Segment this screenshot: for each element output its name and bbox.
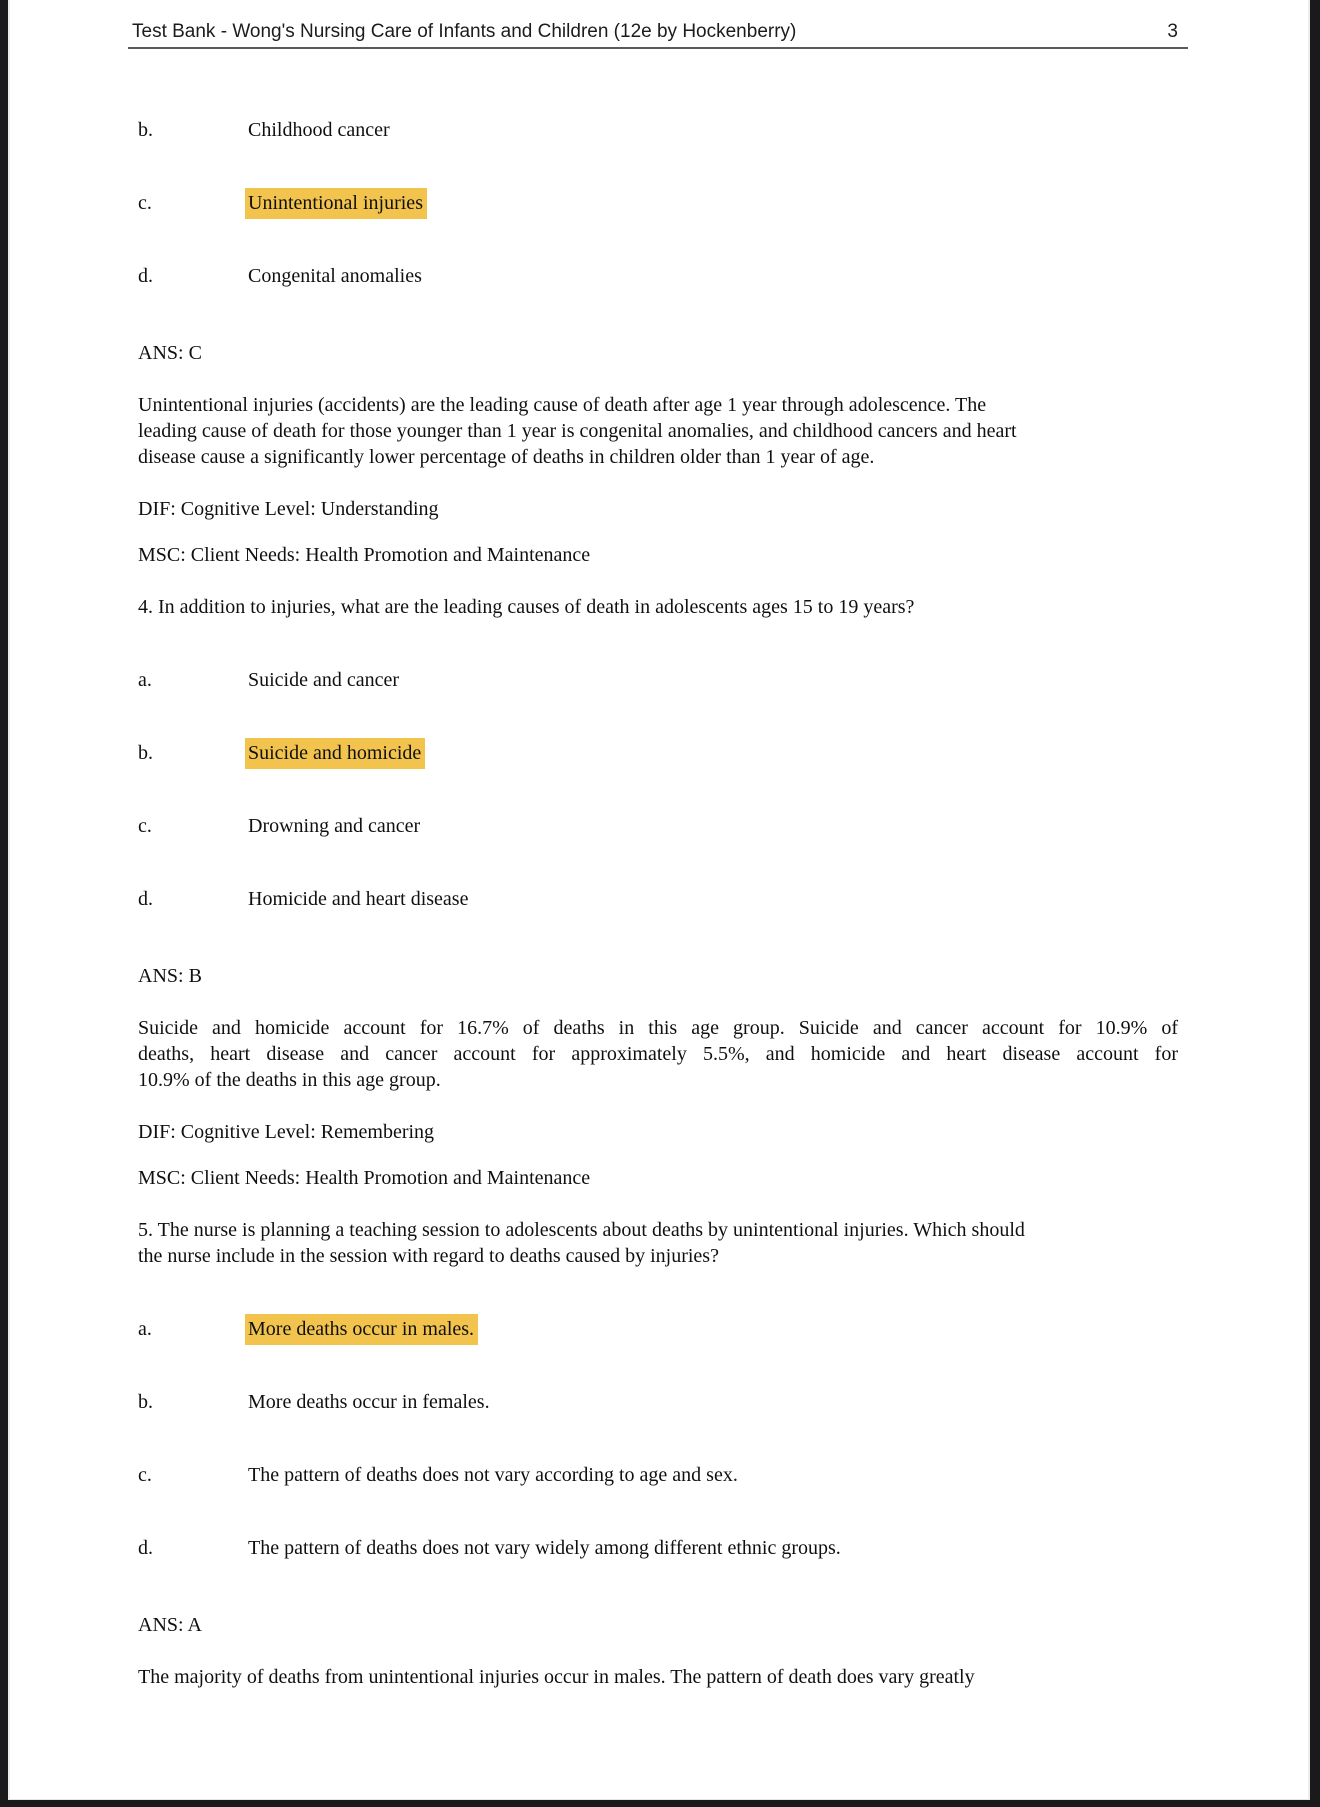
option-row <box>138 1535 1178 1561</box>
explanation-line: 10.9% of the deaths in this age group. <box>138 1069 441 1091</box>
option-text: Suicide and cancer <box>248 669 400 691</box>
explanation-line: Suicide and homicide account for 16.7% of deaths in this age group. Suicide and cancer account for 10.9% of <box>138 1017 1178 1039</box>
question-text: 4. In addition to injuries, what are the leading causes of death in adolescents ages 15 to 19 years? <box>138 596 915 618</box>
question-line: the nurse include in the session with regard to deaths caused by injuries? <box>138 1245 719 1267</box>
answer-line: ANS: B <box>138 965 202 987</box>
page-number: 3 <box>1167 21 1178 42</box>
option-text: Childhood cancer <box>248 119 390 141</box>
option-letter: c. <box>138 1464 152 1486</box>
option-text-highlighted: Unintentional injuries <box>245 188 427 219</box>
option-row <box>138 1316 1178 1342</box>
option-letter: b. <box>138 1391 153 1413</box>
question-line: 5. The nurse is planning a teaching session to adolescents about deaths by unintentional injuries. Which should <box>138 1219 1025 1241</box>
option-row <box>138 740 1178 766</box>
header-title: Test Bank - Wong's Nursing Care of Infants and Children (12e by Hockenberry) <box>132 21 797 42</box>
option-row <box>138 813 1178 839</box>
option-letter: d. <box>138 888 153 910</box>
option-row <box>138 190 1178 216</box>
option-row <box>138 667 1178 693</box>
option-letter: d. <box>138 1537 153 1559</box>
option-row <box>138 117 1178 143</box>
msc-line: MSC: Client Needs: Health Promotion and Maintenance <box>138 544 591 566</box>
explanation-paragraph <box>138 1664 1178 1690</box>
question-text <box>138 1217 1178 1269</box>
dif-line: DIF: Cognitive Level: Remembering <box>138 1121 435 1143</box>
option-row <box>138 1389 1178 1415</box>
explanation-line: disease cause a significantly lower percentage of deaths in children older than 1 year of age. <box>138 446 875 468</box>
option-text: Drowning and cancer <box>248 815 421 837</box>
option-letter: c. <box>138 192 152 214</box>
option-text: Congenital anomalies <box>248 265 422 287</box>
explanation-line: leading cause of death for those younger than 1 year is congenital anomalies, and childhood cancers and heart <box>138 420 1017 442</box>
option-text-highlighted: More deaths occur in males. <box>245 1314 478 1345</box>
answer-line: ANS: A <box>138 1614 202 1636</box>
answer-line: ANS: C <box>138 342 202 364</box>
explanation-paragraph <box>138 1015 1178 1093</box>
option-text: The pattern of deaths does not vary according to age and sex. <box>248 1464 738 1486</box>
dif-line: DIF: Cognitive Level: Understanding <box>138 498 439 520</box>
option-text: Homicide and heart disease <box>248 888 469 910</box>
explanation-line: The majority of deaths from unintentional injuries occur in males. The pattern of death does vary greatly <box>138 1666 975 1688</box>
explanation-line: deaths, heart disease and cancer account for approximately 5.5%, and homicide and heart disease account for <box>138 1043 1178 1065</box>
option-letter: a. <box>138 1318 152 1340</box>
option-text-highlighted: Suicide and homicide <box>245 738 425 769</box>
option-letter: b. <box>138 119 153 141</box>
option-letter: d. <box>138 265 153 287</box>
option-row <box>138 886 1178 912</box>
document-page <box>8 0 1310 1800</box>
option-row <box>138 1462 1178 1488</box>
option-letter: a. <box>138 669 152 691</box>
explanation-paragraph <box>138 392 1178 470</box>
option-text: More deaths occur in females. <box>248 1391 490 1413</box>
explanation-line: Unintentional injuries (accidents) are the leading cause of death after age 1 year through adolescence. The <box>138 394 987 416</box>
page-header <box>128 12 1188 49</box>
option-row <box>138 263 1178 289</box>
msc-line: MSC: Client Needs: Health Promotion and Maintenance <box>138 1167 591 1189</box>
option-letter: b. <box>138 742 153 764</box>
option-text: The pattern of deaths does not vary widely among different ethnic groups. <box>248 1537 841 1559</box>
option-letter: c. <box>138 815 152 837</box>
